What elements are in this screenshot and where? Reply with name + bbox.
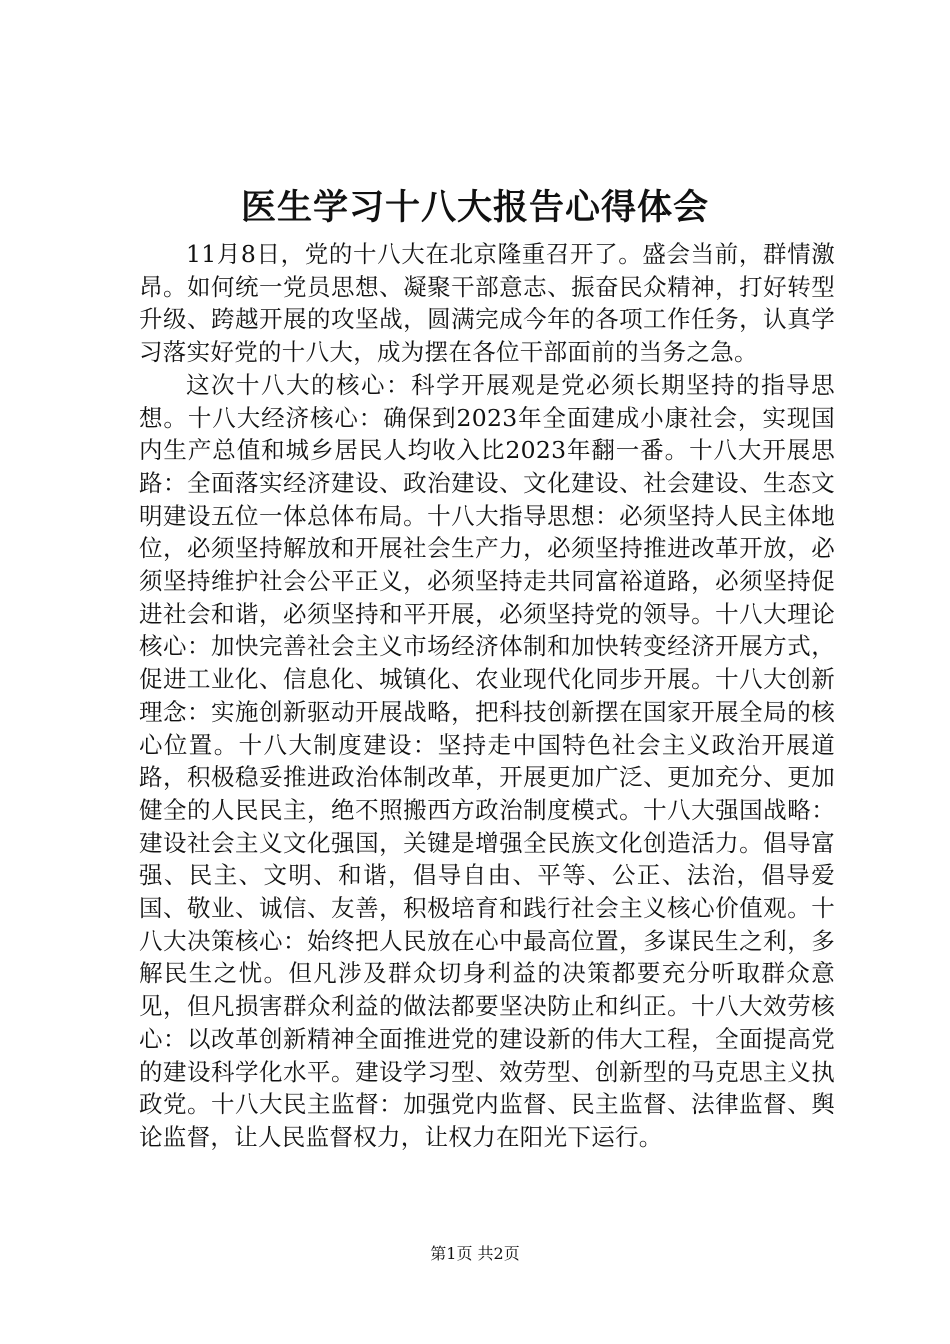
paragraph-intro: 11月8日，党的十八大在北京隆重召开了。盛会当前，群情激昂。如何统一党员思想、凝聚干部意志、振奋民众精神，打好转型升级、跨越开展的攻坚战，圆满完成今年的各项工作任务，认真学习落实好党的十八大，成为摆在各位干部面前的当务之急。 <box>139 240 835 367</box>
document-title: 医生学习十八大报告心得体会 <box>240 188 709 228</box>
page-footer: 第1页 共2页 <box>430 1244 520 1263</box>
paragraph-core-points: 这次十八大的核心：科学开展观是党必须长期坚持的指导思想。十八大经济核心：确保到2023年全面建成小康社会，实现国内生产总值和城乡居民人均收入比2023年翻一番。十八大开展思路：全面落实经济建设、政治建设、文化建设、社会建设、生态文明建设五位一体总体布局。十八大指导思想：必须坚持人民主体地位，必须坚持解放和开展社会生产力，必须坚持推进改革开放，必须坚持维护社会公平正义，必须坚持走共同富裕道路，必须坚持促进社会和谐，必须坚持和平开展，必须坚持党的领导。十八大理论核心：加快完善社会主义市场经济体制和加快转变经济开展方式，促进工业化、信息化、城镇化、农业现代化同步开展。十八大创新理念：实施创新驱动开展战略，把科技创新摆在国家开展全局的核心位置。十八大制度建设：坚持走中国特色社会主义政治开展道路，积极稳妥推进政治体制改革，开展更加广泛、更加充分、更加健全的人民民主，绝不照搬西方政治制度模式。十八大强国战略：建设社会主义文化强国，关键是增强全民族文化创造活力。倡导富强、民主、文明、和谐，倡导自由、平等、公正、法治，倡导爱国、敬业、诚信、友善，积极培育和践行社会主义核心价值观。十八大决策核心：始终把人民放在心中最高位置，多谋民生之利，多解民生之忧。但凡涉及群众切身利益的决策都要充分听取群众意见，但凡损害群众利益的做法都要坚决防止和纠正。十八大效劳核心：以改革创新精神全面推进党的建设新的伟大工程，全面提高党的建设科学化水平。建设学习型、效劳型、创新型的马克思主义执政党。十八大民主监督：加强党内监督、民主监督、法律监督、舆论监督，让人民监督权力，让权力在阳光下运行。 <box>139 370 835 1151</box>
document-body <box>139 238 835 1154</box>
